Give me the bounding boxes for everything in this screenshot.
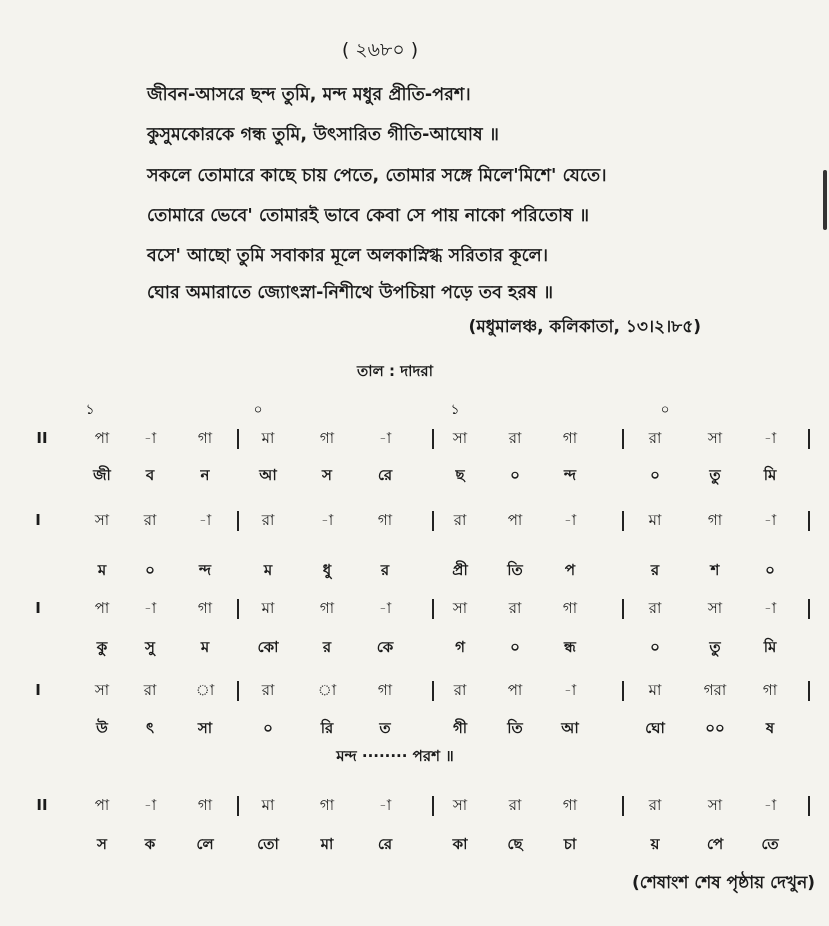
lyric-syllable: ০০ bbox=[705, 719, 725, 737]
swara-note: গা bbox=[197, 429, 213, 447]
lyric-syllable: ০ bbox=[650, 466, 660, 484]
lyric-syllable: ০ bbox=[145, 561, 155, 579]
swara-note: রা bbox=[261, 511, 275, 529]
lyric-syllable: স bbox=[97, 835, 107, 853]
start-barline: II bbox=[36, 429, 48, 447]
start-barline: II bbox=[36, 796, 48, 814]
lyric-syllable: কো bbox=[257, 638, 279, 656]
swara-note: গা bbox=[377, 681, 393, 699]
barline bbox=[237, 796, 239, 816]
swara-note: গা bbox=[707, 511, 723, 529]
barline bbox=[808, 599, 810, 619]
swara-note: গা bbox=[562, 429, 578, 447]
lyric-syllable: গী bbox=[452, 719, 468, 737]
swara-note: সা bbox=[707, 796, 723, 814]
swara-note: রা bbox=[508, 429, 522, 447]
swara-note: পা bbox=[94, 796, 110, 814]
lyric-syllable: গ bbox=[455, 638, 465, 656]
barline bbox=[808, 681, 810, 701]
verse-line-1: জীবন-আসরে ছন্দ তুমি, মন্দ মধুর প্রীতি-পরশ। bbox=[147, 85, 471, 105]
swara-row-3 bbox=[0, 593, 829, 623]
lyric-syllable: ন্দ bbox=[563, 466, 577, 484]
lyric-syllable: তি bbox=[507, 561, 523, 579]
swara-note: রা bbox=[453, 511, 467, 529]
lyric-syllable: ম bbox=[200, 638, 210, 656]
swara-row-2 bbox=[0, 505, 829, 535]
lyric-syllable: ০ bbox=[510, 466, 520, 484]
barline bbox=[432, 429, 434, 449]
swara-note: গা bbox=[319, 599, 335, 617]
swara-note: া bbox=[317, 681, 337, 699]
lyric-syllable: সা bbox=[197, 719, 213, 737]
barline bbox=[237, 681, 239, 701]
swara-note: মা bbox=[261, 429, 275, 447]
lyric-syllable: তু bbox=[709, 466, 721, 484]
lyric-syllable: ৎ bbox=[145, 719, 155, 737]
lyric-syllable: ক bbox=[144, 835, 156, 853]
swara-note: সা bbox=[452, 796, 468, 814]
lyric-syllable: ছ bbox=[455, 466, 465, 484]
swara-row-5 bbox=[0, 790, 829, 820]
swara-note: গরা bbox=[703, 681, 727, 699]
swara-note: -া bbox=[763, 511, 777, 529]
barline bbox=[622, 511, 624, 531]
swara-note: রা bbox=[261, 681, 275, 699]
swara-note: -া bbox=[320, 511, 334, 529]
swara-note: -া bbox=[143, 599, 157, 617]
lyric-syllable: ত bbox=[379, 719, 391, 737]
lyric-syllable: পে bbox=[706, 835, 724, 853]
barline bbox=[432, 796, 434, 816]
lyric-syllable: র bbox=[650, 561, 660, 579]
lyric-syllable: র bbox=[380, 561, 390, 579]
poem-source: (মধুমালঞ্চ, কলিকাতা, ১৩।২।৮৫) bbox=[468, 317, 701, 337]
swara-note: রা bbox=[648, 429, 662, 447]
swara-row-1 bbox=[0, 423, 829, 453]
lyric-syllable: ০ bbox=[263, 719, 273, 737]
barline bbox=[237, 429, 239, 449]
swara-note: সা bbox=[452, 429, 468, 447]
lyric-syllable: র bbox=[322, 638, 332, 656]
swara-note: -া bbox=[378, 599, 392, 617]
lyric-row-5 bbox=[0, 829, 829, 859]
lyric-row-1 bbox=[0, 460, 829, 490]
lyric-syllable: শ bbox=[710, 561, 720, 579]
verse-line-3: সকলে তোমারে কাছে চায় পেতে, তোমার সঙ্গে মিলে'মিশে' যেতে। bbox=[147, 166, 607, 186]
swara-note: গা bbox=[197, 796, 213, 814]
lyric-syllable: য় bbox=[650, 835, 660, 853]
swara-note: মা bbox=[261, 599, 275, 617]
beat-mark-1: ১ bbox=[85, 402, 95, 418]
verse-line-5: বসে' আছো তুমি সবাকার মূলে অলকাস্নিগ্ধ সরিতার কূলে। bbox=[147, 246, 549, 266]
swara-note: -া bbox=[143, 429, 157, 447]
barline bbox=[622, 681, 624, 701]
swara-note: পা bbox=[507, 511, 523, 529]
verse-line-6: ঘোর অমারাতে জ্যোৎস্না-নিশীথে উপচিয়া পড়ে তব হরষ ॥ bbox=[147, 283, 554, 303]
verse-line-2: কুসুমকোরকে গন্ধ তুমি, উৎসারিত গীতি-আঘোষ ॥ bbox=[147, 125, 500, 145]
page-number: ( ২৬৮০ ) bbox=[341, 39, 419, 61]
swara-note: রা bbox=[453, 681, 467, 699]
swara-note: পা bbox=[94, 429, 110, 447]
swara-note: পা bbox=[94, 599, 110, 617]
swara-note: গা bbox=[562, 599, 578, 617]
lyric-syllable: ব bbox=[145, 466, 155, 484]
start-barline: I bbox=[35, 599, 41, 617]
verse-line-4: তোমারে ভেবে' তোমারই ভাবে কেবা সে পায় নাকো পরিতোষ ॥ bbox=[147, 206, 590, 226]
swara-note: -া bbox=[378, 796, 392, 814]
lyric-syllable: কে bbox=[376, 638, 394, 656]
beat-mark-3: ১ bbox=[450, 402, 460, 418]
barline bbox=[432, 681, 434, 701]
lyric-syllable: উ bbox=[96, 719, 108, 737]
lyric-row-3 bbox=[0, 632, 829, 662]
swara-row-4 bbox=[0, 675, 829, 705]
swara-note: রা bbox=[508, 599, 522, 617]
lyric-syllable: আ bbox=[259, 466, 277, 484]
lyric-syllable: ধু bbox=[322, 561, 332, 579]
barline bbox=[622, 429, 624, 449]
swara-note: মা bbox=[648, 681, 662, 699]
beat-mark-4: ০ bbox=[660, 402, 670, 418]
lyric-syllable: ছে bbox=[507, 835, 523, 853]
lyric-syllable: ন bbox=[200, 466, 210, 484]
lyric-syllable: রে bbox=[377, 466, 393, 484]
barline bbox=[808, 429, 810, 449]
page-edge-mark bbox=[823, 170, 827, 230]
swara-note: -া bbox=[763, 429, 777, 447]
swara-note: গা bbox=[319, 796, 335, 814]
lyric-syllable: রে bbox=[377, 835, 393, 853]
lyric-syllable: মি bbox=[763, 638, 777, 656]
lyric-syllable: তো bbox=[257, 835, 279, 853]
swara-note: -া bbox=[143, 796, 157, 814]
barline bbox=[432, 599, 434, 619]
swara-note: -া bbox=[198, 511, 212, 529]
lyric-syllable: ০ bbox=[650, 638, 660, 656]
swara-note: সা bbox=[707, 429, 723, 447]
lyric-syllable: রি bbox=[320, 719, 334, 737]
continuation-note: (শেষাংশ শেষ পৃষ্ঠায় দেখুন) bbox=[632, 873, 815, 893]
swara-note: রা bbox=[508, 796, 522, 814]
swara-note: গা bbox=[197, 599, 213, 617]
swara-note: সা bbox=[707, 599, 723, 617]
lyric-syllable: ন্ধ bbox=[564, 638, 576, 656]
swara-note: মা bbox=[648, 511, 662, 529]
lyric-syllable: প্রী bbox=[452, 561, 468, 579]
lyric-syllable: জী bbox=[93, 466, 111, 484]
lyric-syllable: প bbox=[564, 561, 576, 579]
swara-note: সা bbox=[94, 511, 110, 529]
swara-note: রা bbox=[648, 796, 662, 814]
lyric-syllable: ষ bbox=[765, 719, 775, 737]
barline bbox=[237, 511, 239, 531]
barline bbox=[622, 599, 624, 619]
lyric-syllable: সু bbox=[145, 638, 155, 656]
lyric-row-4 bbox=[0, 713, 829, 743]
lyric-syllable: কা bbox=[452, 835, 468, 853]
lyric-syllable: ম bbox=[97, 561, 107, 579]
swara-note: গা bbox=[762, 681, 778, 699]
barline bbox=[808, 796, 810, 816]
lyric-syllable: তু bbox=[709, 638, 721, 656]
swara-note: সা bbox=[94, 681, 110, 699]
swara-note: রা bbox=[648, 599, 662, 617]
lyric-syllable: মা bbox=[320, 835, 334, 853]
lyric-syllable: আ bbox=[561, 719, 579, 737]
lyric-row-2 bbox=[0, 555, 829, 585]
lyric-syllable: চা bbox=[563, 835, 577, 853]
lyric-syllable: লে bbox=[196, 835, 214, 853]
swara-note: গা bbox=[377, 511, 393, 529]
swara-note: -া bbox=[563, 511, 577, 529]
barline bbox=[237, 599, 239, 619]
swara-note: সা bbox=[452, 599, 468, 617]
start-barline: I bbox=[35, 511, 41, 529]
taal-label: তাল : দাদরা bbox=[357, 362, 433, 380]
swara-note: গা bbox=[562, 796, 578, 814]
barline bbox=[622, 796, 624, 816]
swara-note: -া bbox=[763, 796, 777, 814]
lyric-syllable: ন্দ bbox=[198, 561, 212, 579]
swara-note: -া bbox=[763, 599, 777, 617]
lyric-syllable: তি bbox=[507, 719, 523, 737]
swara-note: রা bbox=[143, 511, 157, 529]
swara-note: -া bbox=[563, 681, 577, 699]
lyric-syllable: ঘো bbox=[645, 719, 665, 737]
swara-note: মা bbox=[261, 796, 275, 814]
swara-note: -া bbox=[378, 429, 392, 447]
lyric-syllable: মি bbox=[763, 466, 777, 484]
lyric-syllable: স bbox=[322, 466, 332, 484]
beat-mark-2: ০ bbox=[253, 402, 263, 418]
mid-line: মন্দ ········ পরশ ॥ bbox=[336, 747, 454, 765]
swara-note: গা bbox=[319, 429, 335, 447]
barline bbox=[432, 511, 434, 531]
swara-note: রা bbox=[143, 681, 157, 699]
lyric-syllable: ০ bbox=[765, 561, 775, 579]
lyric-syllable: কু bbox=[96, 638, 108, 656]
lyric-syllable: ০ bbox=[510, 638, 520, 656]
barline bbox=[808, 511, 810, 531]
start-barline: I bbox=[35, 681, 41, 699]
lyric-syllable: তে bbox=[761, 835, 779, 853]
swara-note: া bbox=[195, 681, 215, 699]
swara-note: পা bbox=[507, 681, 523, 699]
lyric-syllable: ম bbox=[263, 561, 273, 579]
